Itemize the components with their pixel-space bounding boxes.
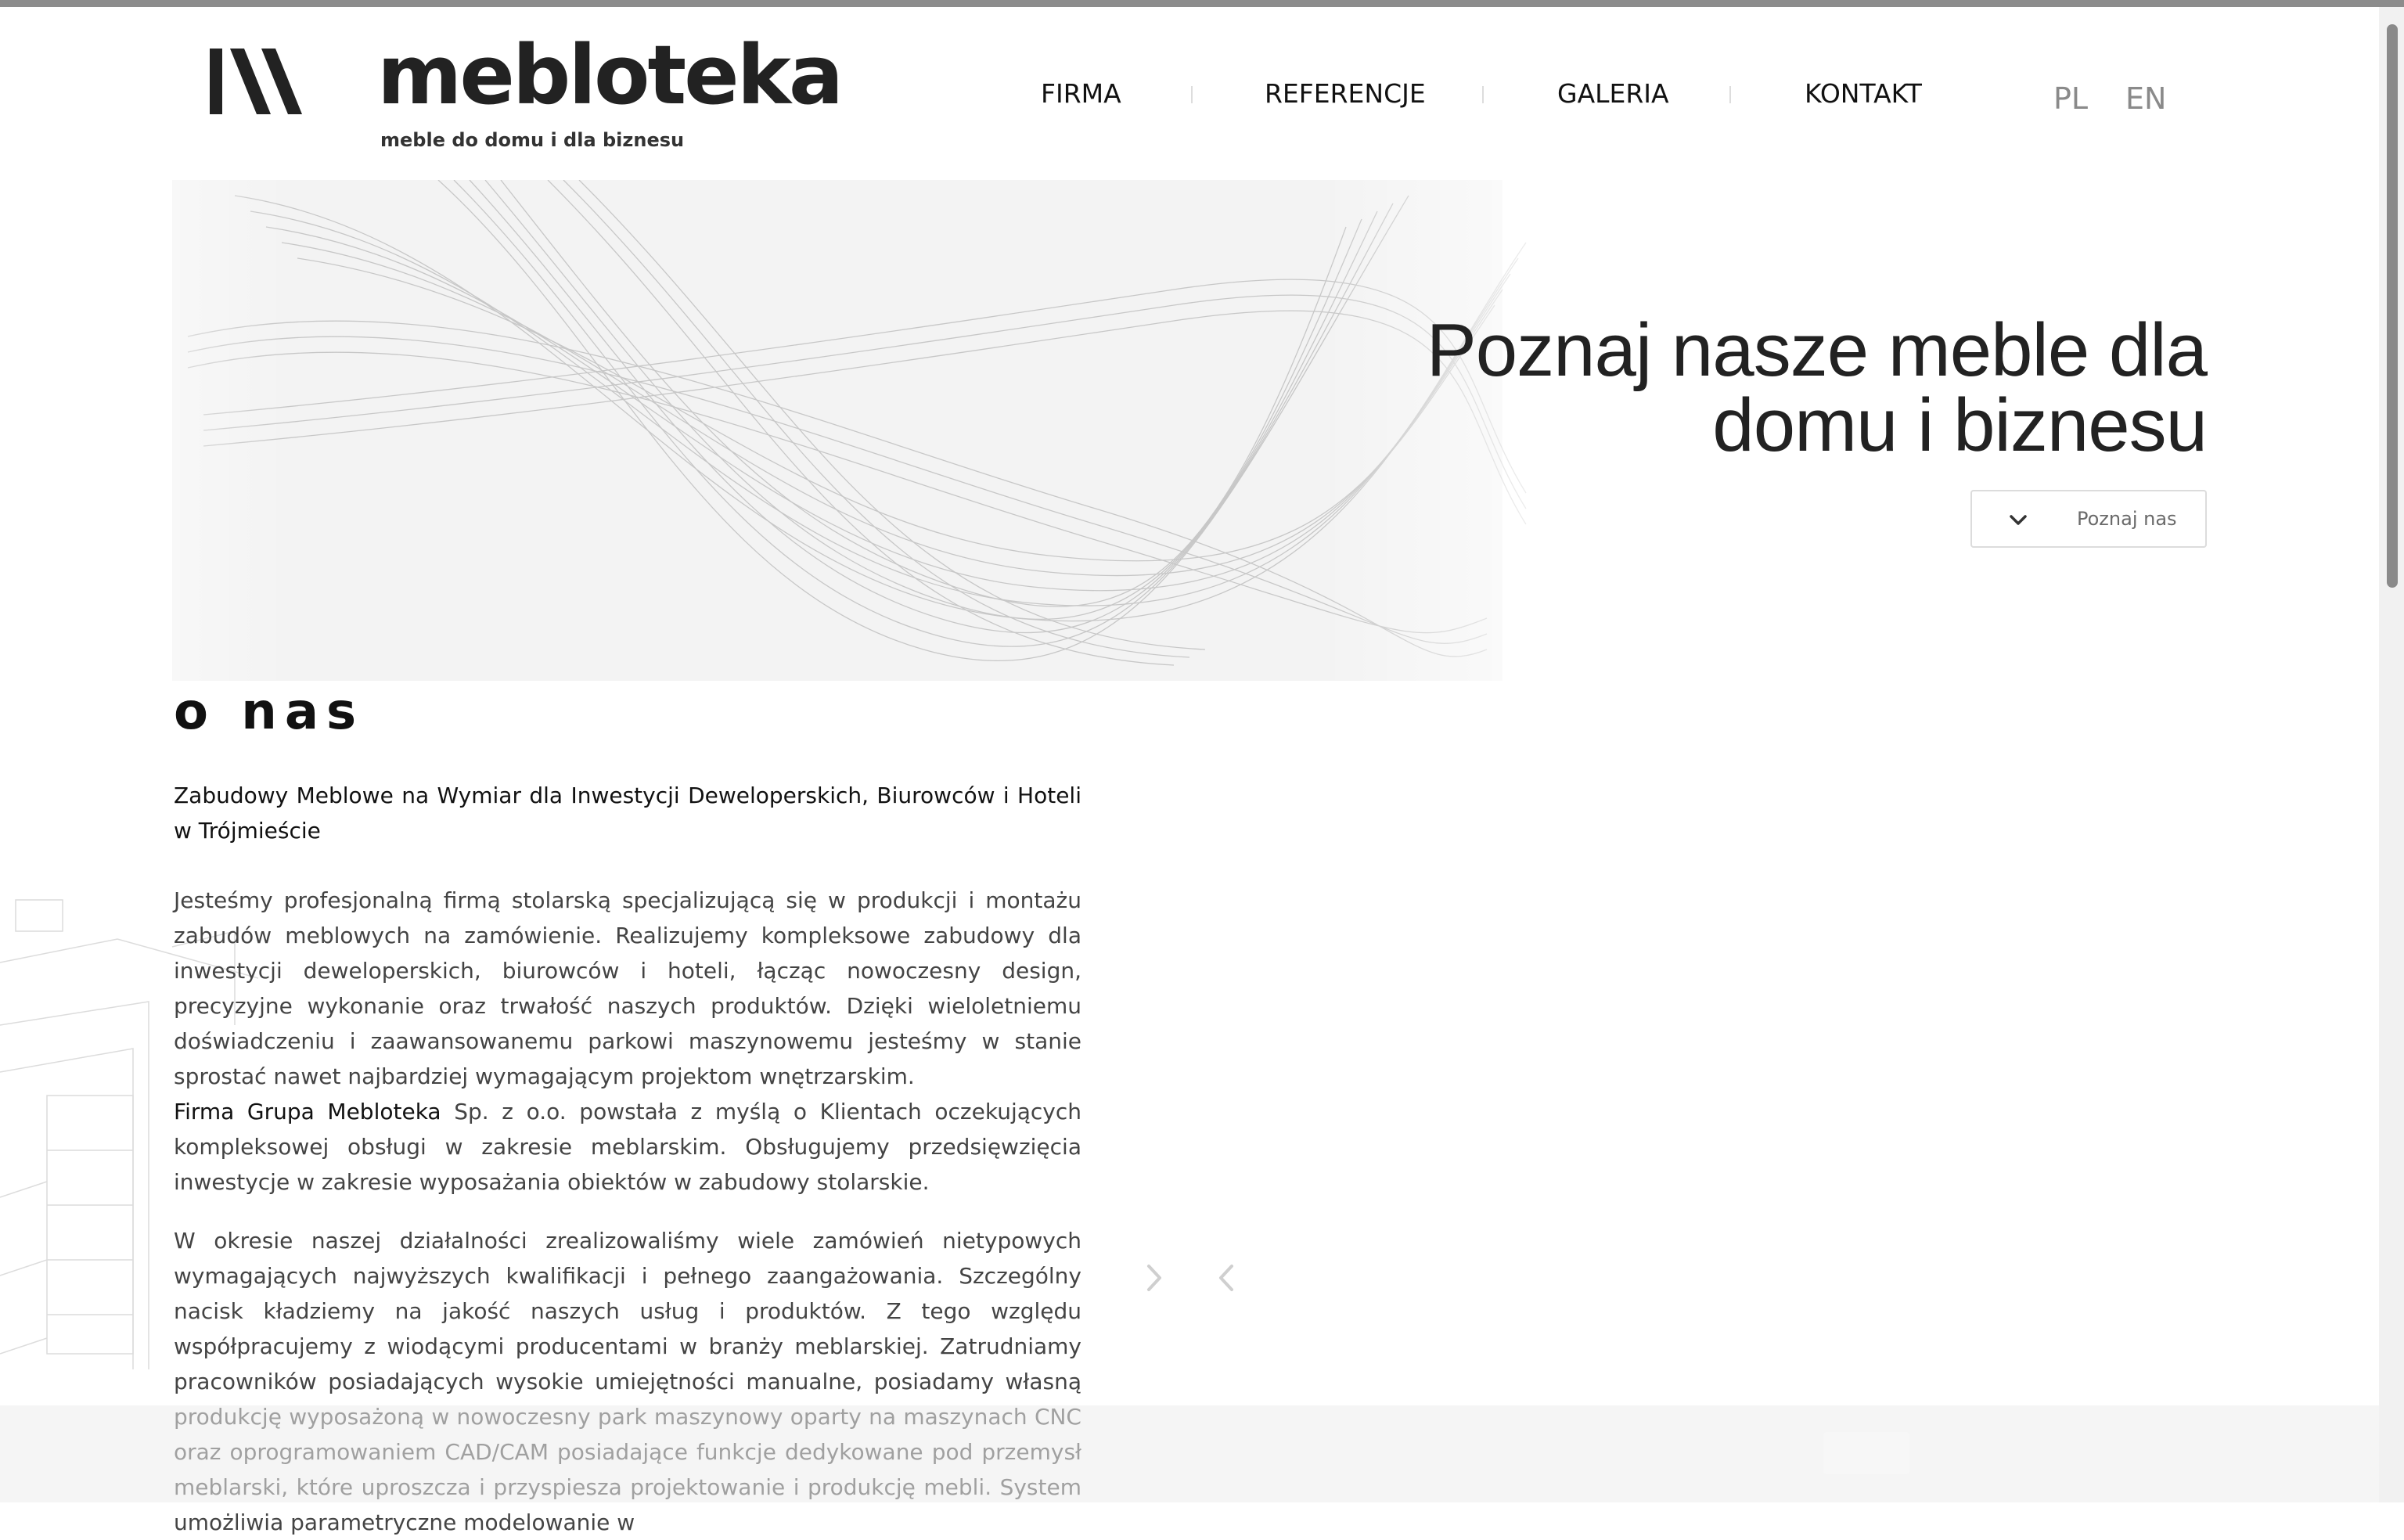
section-title-o-nas: o nas <box>174 683 365 741</box>
nav-item-firma[interactable]: FIRMA <box>1041 78 1121 109</box>
nav-separator <box>1729 86 1731 103</box>
poznaj-nas-label: Poznaj nas <box>2077 508 2177 530</box>
nav-item-kontakt[interactable]: KONTAKT <box>1805 78 1922 109</box>
nav-separator <box>1191 86 1193 103</box>
hero-title-line-2: domu i biznesu <box>1712 383 2207 467</box>
lang-pl[interactable]: PL <box>2053 81 2089 116</box>
top-border <box>0 0 2404 7</box>
nav-item-referencje[interactable]: REFERENCJE <box>1265 78 1426 109</box>
chevron-down-icon <box>2006 509 2030 532</box>
nav-item-galeria[interactable]: GALERIA <box>1557 78 1669 109</box>
cookie-bar <box>0 1405 2379 1502</box>
logo[interactable] <box>210 27 842 163</box>
about-paragraph-3: W okresie naszej działalności zrealizowaliśmy wiele zamówień nietypowych wymagających najwyższych kwalifikacji i pełnego zaangażowania. Szczególny nacisk kładziemy na jakość naszych usług i produktów. Z tego względu współpracujemy z wiodącymi producentami w branży meblarskiej. Zatrudniamy pracowników posiadających wysokie umiejętności manualne, posiadamy własną umożliwia parametryczne modelowanie w <box>174 1228 1081 1535</box>
lang-en[interactable]: EN <box>2125 81 2167 116</box>
chevron-right-icon[interactable] <box>1139 1258 1171 1297</box>
company-name-strong: Firma Grupa Mebloteka <box>174 1099 441 1124</box>
spacer <box>174 1200 1081 1223</box>
slider-controls <box>1139 1258 1249 1297</box>
about-paragraph-1: Jesteśmy profesjonalną firmą stolarską specjalizującą się w produkcji i montażu zabudów meblowych na zamówienie. Realizujemy kompleksowe zabudowy dla inwestycji deweloperskich, biurowców i hoteli, łącząc nowoczesny design, precyzyjne wykonanie oraz trwałość naszych produktów. Dzięki wieloletniemu doświadczeniu i zaawansowanemu parkowi maszynowemu jesteśmy w stanie sprostać nawet najbardziej wymagającym projektom wnętrzarskim. <box>174 887 1081 1089</box>
poznaj-nas-button[interactable] <box>1970 490 2207 548</box>
logo-mark-icon <box>210 49 319 114</box>
page-scrollbar[interactable] <box>2379 7 2404 1502</box>
nav-separator <box>1482 86 1484 103</box>
brand-name: mebloteka <box>377 27 842 123</box>
chevron-left-icon[interactable] <box>1210 1258 1241 1297</box>
brand-tagline: meble do domu i dla biznesu <box>380 129 685 151</box>
hero-banner <box>0 180 2404 681</box>
cookie-accept-button[interactable] <box>1823 1432 1909 1474</box>
about-paragraph-2 <box>174 1094 1081 1200</box>
about-lead: Zabudowy Meblowe na Wymiar dla Inwestycji Deweloperskich, Biurowców i Hoteli w Trójmieście <box>174 783 1081 844</box>
about-paragraph-2-text: Sp. z o.o. powstała z myślą o Klientach oczekujących kompleksowej obsługi w zakresie meblarskim. Obsługujemy przedsięwzięcia inwestycje w zakresie wyposażania obiektów w zabudowy stolarskie. <box>174 1099 1081 1195</box>
hero-title-line-1: Poznaj nasze meble dla <box>1426 308 2207 392</box>
hero-title <box>1111 308 2207 467</box>
scrollbar-thumb[interactable] <box>2387 24 2398 588</box>
